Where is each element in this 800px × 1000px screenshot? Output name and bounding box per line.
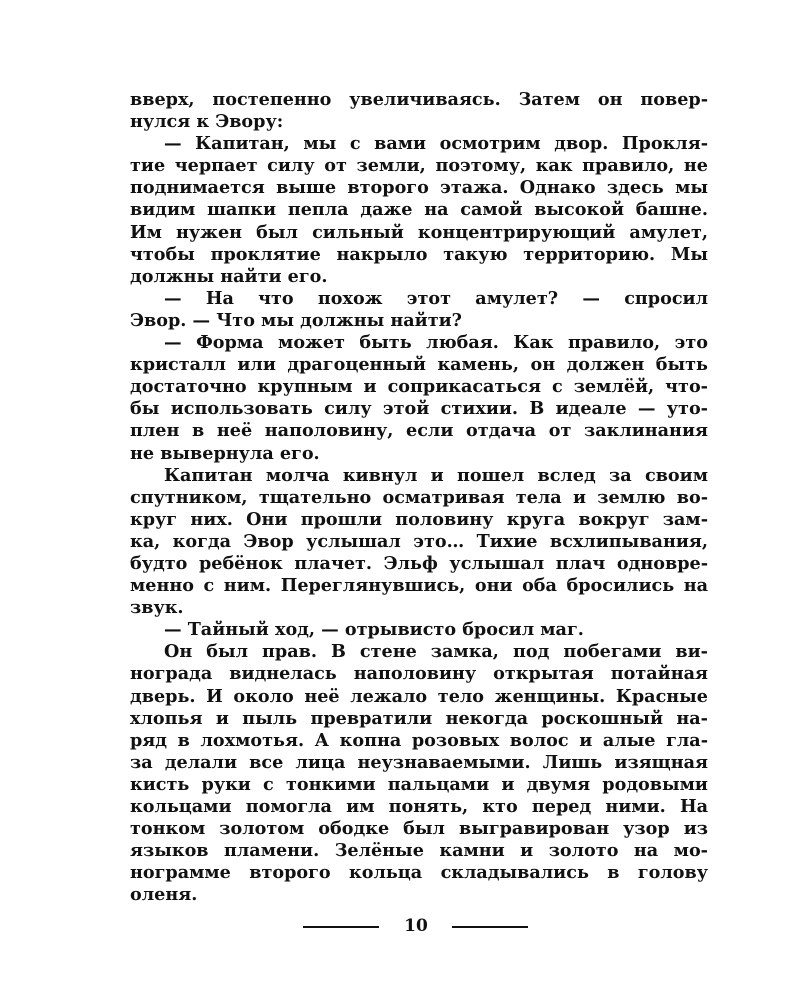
text-line: кольцами помогла им понять, кто перед ними. На: [130, 796, 708, 817]
text-line: чтобы проклятие накрыло такую территорию. Мы: [130, 243, 708, 265]
footer-rule-right: [452, 926, 528, 928]
text-line: плен в неё наполовину, если отдача от заклинания: [130, 420, 708, 442]
text-line: оленя.: [130, 884, 198, 906]
text-line: ка, когда Эвор услышал это… Тихие всхлипывания,: [130, 530, 708, 552]
text-line: Он был прав. В стене замка, под побегами ви-: [164, 641, 708, 663]
text-line: вверх, постепенно увеличиваясь. Затем он повер-: [130, 89, 708, 110]
text-line: Капитан молча кивнул и пошел вслед за своим: [164, 464, 708, 486]
text-line: не вывернула его.: [130, 442, 320, 464]
text-line: менно с ним. Переглянувшись, они оба бросились на: [130, 575, 708, 597]
text-line: Эвор. — Что мы должны найти?: [130, 309, 462, 331]
book-page-text: [130, 89, 708, 906]
text-line: должны найти его.: [130, 265, 328, 287]
text-line: поднимается выше второго этажа. Однако здесь мы: [130, 177, 708, 199]
text-line: кисть руки с тонкими пальцами и двумя родовыми: [130, 773, 708, 795]
text-line: нограда виднелась наполовину открытая потайная: [130, 663, 708, 685]
text-line: за делали все лица неузнаваемыми. Лишь изящная: [130, 751, 708, 773]
text-line: достаточно крупным и соприкасаться с землёй, что-: [130, 376, 708, 398]
text-line: бы использовать силу этой стихии. В идеале — уто-: [130, 398, 708, 420]
page-footer: [0, 912, 800, 940]
text-line: тие черпает силу от земли, поэтому, как правило, не: [130, 155, 708, 177]
footer-rule-left: [303, 926, 379, 928]
text-line: — Тайный ход, — отрывисто бросил маг.: [164, 619, 584, 641]
text-line: дверь. И около неё лежало тело женщины. Красные: [130, 685, 708, 707]
text-line: звук.: [130, 597, 184, 619]
text-line: видим шапки пепла даже на самой высокой башне.: [130, 199, 708, 221]
text-line: — Капитан, мы с вами осмотрим двор. Прокля-: [164, 133, 708, 155]
text-line: — Форма может быть любая. Как правило, это: [164, 332, 708, 354]
text-line: круг них. Они прошли половину круга вокруг зам-: [130, 508, 708, 530]
text-line: ряд в лохмотья. А копна розовых волос и алые гла-: [130, 729, 708, 751]
text-line: — На что похож этот амулет? — спросил: [164, 287, 708, 309]
text-line: нулся к Эвору:: [130, 111, 284, 133]
text-line: спутником, тщательно осматривая тела и землю во-: [130, 486, 708, 508]
text-line: кристалл или драгоценный камень, он должен быть: [130, 354, 708, 376]
text-line: нограмме второго кольца складывались в голову: [130, 862, 708, 884]
text-line: языков пламени. Зелёные камни и золото на мо-: [130, 840, 708, 862]
text-line: будто ребёнок плачет. Эльф услышал плач одновре-: [130, 552, 708, 574]
text-line: Им нужен был сильный концентрирующий амулет,: [130, 221, 708, 243]
text-line: хлопья и пыль превратили некогда роскошный на-: [130, 707, 708, 729]
page-number: 10: [404, 916, 428, 936]
text-line: тонком золотом ободке был выгравирован узор из: [130, 818, 708, 840]
